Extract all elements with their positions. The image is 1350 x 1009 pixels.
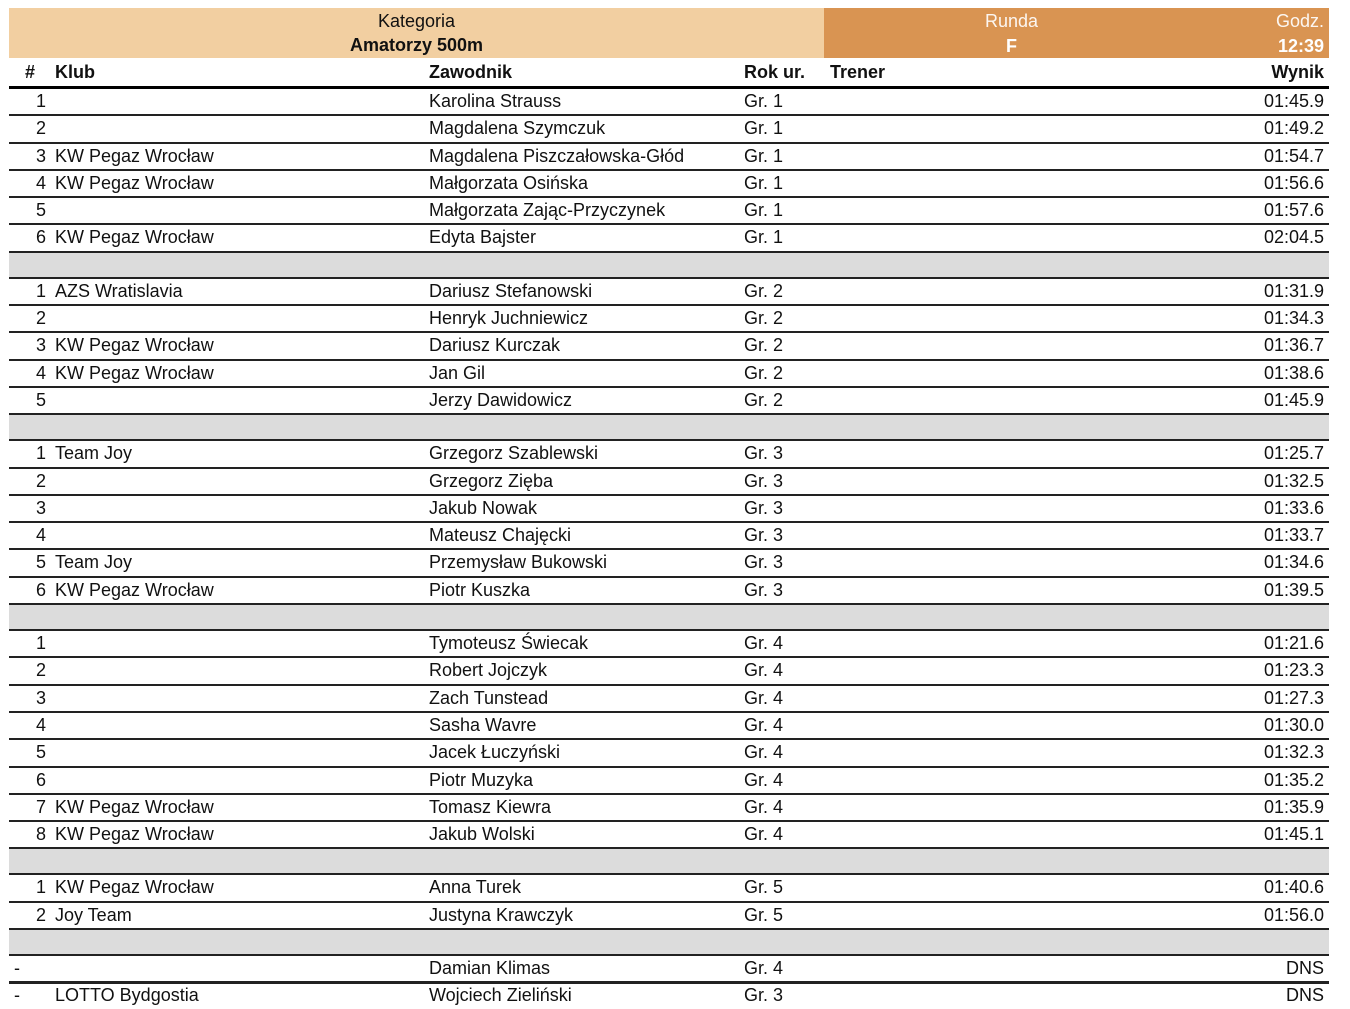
pos-cell: 2 [35, 470, 46, 491]
result-cell: 01:32.5 [1263, 470, 1324, 491]
year-cell: Gr. 3 [744, 552, 784, 573]
table-row [9, 768, 1329, 795]
athlete-cell: Magdalena Piszczałowska-Głód [429, 145, 685, 166]
round-label: Runda [984, 11, 1039, 31]
year-cell: Gr. 3 [744, 579, 784, 600]
result-cell: 01:39.5 [1263, 579, 1324, 600]
athlete-cell: Justyna Krawczyk [429, 904, 574, 925]
round-value: F [1006, 36, 1017, 56]
group-separator [9, 930, 1329, 956]
year-cell: Gr. 1 [744, 145, 784, 166]
athlete-cell: Anna Turek [429, 877, 522, 898]
table-row [9, 361, 1329, 388]
year-cell: Gr. 1 [744, 91, 784, 111]
club-cell: KW Pegaz Wrocław [55, 172, 214, 193]
year-cell: Gr. 4 [744, 742, 784, 763]
club-cell: AZS Wratislavia [55, 280, 183, 301]
athlete-cell: Dariusz Stefanowski [429, 280, 593, 301]
year-cell: Gr. 2 [744, 280, 784, 301]
athlete-cell: Damian Klimas [429, 958, 551, 979]
result-cell: 01:56.0 [1263, 904, 1324, 925]
group-separator [9, 849, 1329, 875]
table-row [9, 875, 1329, 902]
athlete-cell: Piotr Kuszka [429, 579, 531, 600]
athlete-cell: Magdalena Szymczuk [429, 118, 606, 139]
year-cell: Gr. 3 [744, 470, 784, 491]
pos-cell: 4 [35, 362, 46, 383]
table-row [9, 116, 1329, 143]
column-header-row [9, 58, 1329, 89]
result-cell: 01:35.9 [1263, 796, 1324, 817]
athlete-cell: Tymoteusz Świecak [429, 633, 589, 654]
year-cell: Gr. 3 [744, 525, 784, 546]
year-cell: Gr. 4 [744, 660, 784, 681]
pos-cell: 1 [35, 877, 46, 898]
year-cell: Gr. 4 [744, 958, 784, 979]
year-cell: Gr. 2 [744, 362, 784, 383]
club-cell: KW Pegaz Wrocław [55, 227, 214, 248]
pos-cell: 7 [35, 796, 46, 817]
col-year: Rok ur. [744, 62, 806, 82]
result-cell: DNS [1285, 985, 1324, 1006]
athlete-cell: Dariusz Kurczak [429, 335, 561, 356]
category-cell [9, 8, 824, 58]
table-row [9, 822, 1329, 849]
pos-cell: - [14, 985, 20, 1006]
club-cell: KW Pegaz Wrocław [55, 362, 214, 383]
club-cell: KW Pegaz Wrocław [55, 824, 214, 845]
col-athlete: Zawodnik [429, 62, 513, 82]
results-body [9, 89, 1329, 1009]
table-row [9, 89, 1329, 116]
club-cell: KW Pegaz Wrocław [55, 796, 214, 817]
club-cell: KW Pegaz Wrocław [55, 877, 214, 898]
pos-cell: 1 [35, 633, 46, 654]
athlete-cell: Karolina Strauss [429, 91, 562, 111]
result-cell: 01:23.3 [1263, 660, 1324, 681]
pos-cell: - [14, 958, 20, 979]
pos-cell: 3 [35, 335, 46, 356]
result-cell: 01:34.6 [1263, 552, 1324, 573]
pos-cell: 6 [35, 227, 46, 248]
pos-cell: 2 [35, 904, 46, 925]
year-cell: Gr. 3 [744, 497, 784, 518]
pos-cell: 5 [35, 742, 46, 763]
athlete-cell: Jakub Nowak [429, 497, 538, 518]
pos-cell: 2 [35, 660, 46, 681]
club-cell: KW Pegaz Wrocław [55, 579, 214, 600]
pos-cell: 4 [35, 714, 46, 735]
result-cell: 01:54.7 [1263, 145, 1324, 166]
table-row [9, 795, 1329, 822]
year-cell: Gr. 3 [744, 985, 784, 1006]
year-cell: Gr. 4 [744, 824, 784, 845]
result-cell: 01:32.3 [1263, 742, 1324, 763]
athlete-cell: Edyta Bajster [429, 227, 537, 248]
result-cell: DNS [1285, 958, 1324, 979]
year-cell: Gr. 2 [744, 335, 784, 356]
col-num: # [24, 62, 35, 82]
header-band [9, 8, 1329, 58]
category-value: Amatorzy 500m [349, 35, 484, 55]
athlete-cell: Henryk Juchniewicz [429, 308, 589, 329]
result-cell: 02:04.5 [1263, 227, 1324, 248]
table-row [9, 441, 1329, 468]
table-row [9, 144, 1329, 171]
pos-cell: 3 [35, 497, 46, 518]
result-cell: 01:30.0 [1263, 714, 1324, 735]
athlete-cell: Robert Jojczyk [429, 660, 548, 681]
pos-cell: 6 [35, 769, 46, 790]
pos-cell: 3 [35, 145, 46, 166]
result-cell: 01:31.9 [1263, 280, 1324, 301]
year-cell: Gr. 5 [744, 877, 784, 898]
year-cell: Gr. 1 [744, 227, 784, 248]
athlete-cell: Jerzy Dawidowicz [429, 389, 573, 410]
athlete-cell: Przemysław Bukowski [429, 552, 608, 573]
club-cell: Joy Team [55, 904, 132, 925]
time-value: 12:39 [1277, 36, 1324, 56]
club-cell: Team Joy [55, 552, 133, 573]
table-row [9, 198, 1329, 225]
pos-cell: 1 [35, 91, 46, 111]
year-cell: Gr. 1 [744, 172, 784, 193]
result-cell: 01:35.2 [1263, 769, 1324, 790]
result-cell: 01:45.9 [1263, 91, 1324, 111]
pos-cell: 4 [35, 525, 46, 546]
table-row [9, 388, 1329, 415]
athlete-cell: Jakub Wolski [429, 824, 535, 845]
table-row [9, 469, 1329, 496]
pos-cell: 1 [35, 280, 46, 301]
round-cell [824, 8, 1329, 58]
time-label: Godz. [1275, 11, 1324, 31]
table-row [9, 713, 1329, 740]
table-row [9, 578, 1329, 605]
club-cell: LOTTO Bydgostia [55, 985, 199, 1006]
athlete-cell: Małgorzata Zając-Przyczynek [429, 200, 666, 221]
table-row [9, 306, 1329, 333]
year-cell: Gr. 4 [744, 633, 784, 654]
result-cell: 01:49.2 [1263, 118, 1324, 139]
athlete-cell: Piotr Muzyka [429, 769, 534, 790]
pos-cell: 5 [35, 389, 46, 410]
group-separator [9, 415, 1329, 441]
result-cell: 01:21.6 [1263, 633, 1324, 654]
result-cell: 01:45.1 [1263, 824, 1324, 845]
athlete-cell: Wojciech Zieliński [429, 985, 572, 1006]
athlete-cell: Grzegorz Zięba [429, 470, 554, 491]
athlete-cell: Mateusz Chajęcki [429, 525, 572, 546]
table-row [9, 171, 1329, 198]
table-row [9, 631, 1329, 658]
result-cell: 01:40.6 [1263, 877, 1324, 898]
col-coach: Trener [830, 62, 886, 82]
table-row [9, 956, 1329, 983]
year-cell: Gr. 1 [744, 118, 784, 139]
table-row [9, 658, 1329, 685]
bottom-divider [9, 982, 1329, 984]
table-row [9, 903, 1329, 930]
table-row [9, 740, 1329, 767]
year-cell: Gr. 4 [744, 714, 784, 735]
result-cell: 01:34.3 [1263, 308, 1324, 329]
pos-cell: 2 [35, 308, 46, 329]
pos-cell: 3 [35, 687, 46, 708]
pos-cell: 5 [35, 552, 46, 573]
pos-cell: 6 [35, 579, 46, 600]
athlete-cell: Sasha Wavre [429, 714, 537, 735]
table-row [9, 279, 1329, 306]
year-cell: Gr. 5 [744, 904, 784, 925]
table-row [9, 496, 1329, 523]
pos-cell: 8 [35, 824, 46, 845]
group-separator [9, 605, 1329, 631]
athlete-cell: Zach Tunstead [429, 687, 549, 708]
pos-cell: 1 [35, 443, 46, 464]
year-cell: Gr. 4 [744, 796, 784, 817]
table-row [9, 523, 1329, 550]
athlete-cell: Jan Gil [429, 362, 486, 383]
col-club: Klub [55, 62, 95, 82]
result-cell: 01:36.7 [1263, 335, 1324, 356]
year-cell: Gr. 3 [744, 443, 784, 464]
year-cell: Gr. 2 [744, 308, 784, 329]
result-cell: 01:33.6 [1263, 497, 1324, 518]
category-label: Kategoria [377, 11, 456, 31]
table-row [9, 686, 1329, 713]
result-cell: 01:57.6 [1263, 200, 1324, 221]
club-cell: KW Pegaz Wrocław [55, 335, 214, 356]
year-cell: Gr. 4 [744, 687, 784, 708]
pos-cell: 5 [35, 200, 46, 221]
table-row [9, 225, 1329, 252]
result-cell: 01:27.3 [1263, 687, 1324, 708]
result-cell: 01:33.7 [1263, 525, 1324, 546]
result-cell: 01:45.9 [1263, 389, 1324, 410]
club-cell: KW Pegaz Wrocław [55, 145, 214, 166]
result-cell: 01:56.6 [1263, 172, 1324, 193]
athlete-cell: Małgorzata Osińska [429, 172, 589, 193]
pos-cell: 2 [35, 118, 46, 139]
col-result: Wynik [1271, 62, 1324, 82]
year-cell: Gr. 1 [744, 200, 784, 221]
group-separator [9, 253, 1329, 279]
results-sheet [9, 8, 1329, 1009]
club-cell: Team Joy [55, 443, 133, 464]
year-cell: Gr. 4 [744, 769, 784, 790]
result-cell: 01:25.7 [1263, 443, 1324, 464]
athlete-cell: Tomasz Kiewra [429, 796, 552, 817]
table-row [9, 333, 1329, 360]
year-cell: Gr. 2 [744, 389, 784, 410]
table-row [9, 550, 1329, 577]
pos-cell: 4 [35, 172, 46, 193]
athlete-cell: Jacek Łuczyński [429, 742, 561, 763]
athlete-cell: Grzegorz Szablewski [429, 443, 599, 464]
result-cell: 01:38.6 [1263, 362, 1324, 383]
